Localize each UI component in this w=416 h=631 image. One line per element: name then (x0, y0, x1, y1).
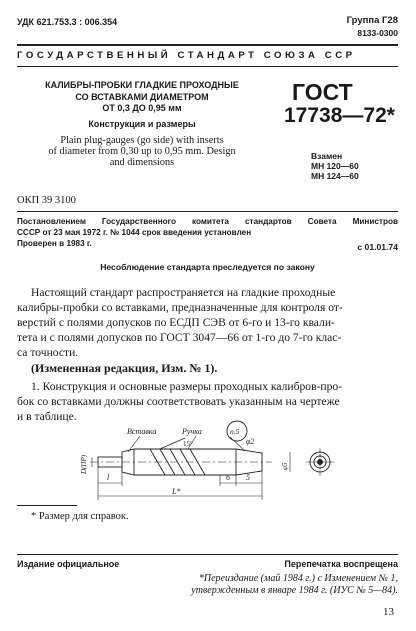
revision-note: (Измененная редакция, Изм. № 1). (31, 361, 218, 375)
gost-label: ГОСТ (292, 79, 353, 105)
top-rule (17, 44, 398, 46)
footer-rule (17, 554, 398, 555)
title-en-line: Plain plug-gauges (go side) with inserts (60, 135, 224, 146)
label-dpr: D(ПР) (80, 454, 88, 474)
banner-rule (17, 66, 398, 67)
replaces-item: МН 124—60 (311, 171, 359, 181)
text-line: и в таблице. (17, 410, 77, 423)
section-1-paragraph (17, 379, 398, 424)
title-ru-line: ОТ 0,3 ДО 0,95 мм (102, 103, 182, 113)
label-diameter-2: φ2 (246, 437, 255, 446)
label-insert: Вставка (127, 427, 157, 436)
text-line: калибры-пробки со вставками, предназначенные для контроля от- (17, 301, 343, 314)
decree-line: СССР от 23 мая 1972 г. № 1044 срок введения установлен (17, 228, 252, 237)
okp-code: ОКП 39 3100 (17, 195, 76, 206)
decree-block (17, 216, 398, 249)
footnote-rule (17, 505, 77, 506)
gost-number: 17738—72* (284, 104, 395, 127)
label-l: l (107, 473, 110, 482)
text-line: верстий с полями допусков по ЕСДП СЭВ от 6-го и 13-го квали- (17, 316, 335, 329)
label-5: 5 (246, 473, 250, 482)
okp-rule (17, 211, 398, 212)
effective-date: с 01.01.74 (357, 242, 398, 252)
reprint-prohibited: Перепечатка воспрещена (284, 559, 398, 569)
reissue-line: *Переиздание (май 1984 г.) с Изменением № 1, (198, 573, 398, 584)
udk-code: УДК 621.753.3 : 006.354 (17, 17, 118, 27)
decree-line: Постановлением Государственного комитета стандартов Совета Министров (17, 217, 398, 226)
reissue-note (191, 573, 398, 597)
law-warning: Несоблюдение стандарта преследуется по закону (100, 262, 315, 272)
checked-year: Проверен в 1983 г. (17, 239, 92, 248)
subtitle-ru: Конструкция и размеры (88, 119, 196, 129)
official-edition: Издание официальное (17, 559, 120, 569)
reissue-line: утвержденным в январе 1984 г. (ИУС № 5—84). (191, 585, 398, 596)
text-line: бок со вставками должны соответствовать указанным на чертеже (17, 395, 340, 408)
intro-paragraph (17, 285, 398, 360)
replaces-list (311, 161, 359, 181)
title-en (17, 136, 267, 168)
text-line: са точности. (17, 346, 79, 359)
group-code: Группа Г28 (346, 15, 398, 26)
page-number: 13 (383, 606, 394, 618)
text-line: тета и с полями допусков по ГОСТ 3047—66 от 1-го до 7-го клас- (17, 331, 342, 344)
label-handle: Ручка (182, 427, 202, 436)
title-ru-line: СО ВСТАВКАМИ ДИАМЕТРОМ (75, 91, 209, 102)
title-ru (17, 80, 267, 115)
label-L: L* (172, 487, 181, 496)
label-angle: 15° (183, 440, 193, 448)
replaces-item: МН 120—60 (311, 161, 359, 171)
title-en-line: and dimensions (109, 156, 175, 168)
title-ru-line: КАЛИБРЫ-ПРОБКИ ГЛАДКИЕ ПРОХОДНЫЕ (45, 80, 239, 90)
state-standard-banner: ГОСУДАРСТВЕННЫЙ СТАНДАРТ СОЮЗА ССР (17, 50, 356, 61)
label-diameter-5: φ5 (281, 462, 289, 470)
text-line: 1. Конструкция и основные размеры проходных калибров-про- (31, 380, 343, 393)
footnote: * Размер для справок. (31, 511, 129, 522)
title-en-line: of diameter from 0,30 up to 0,95 mm. Design (48, 145, 236, 157)
replaces-label: Взамен (311, 151, 343, 161)
okp-code-top: 8133-0300 (357, 28, 398, 38)
label-6: 6 (226, 473, 230, 482)
label-section-ref: п.5 (230, 427, 240, 436)
text-line: Настоящий стандарт распространяется на гладкие проходные (31, 286, 336, 299)
